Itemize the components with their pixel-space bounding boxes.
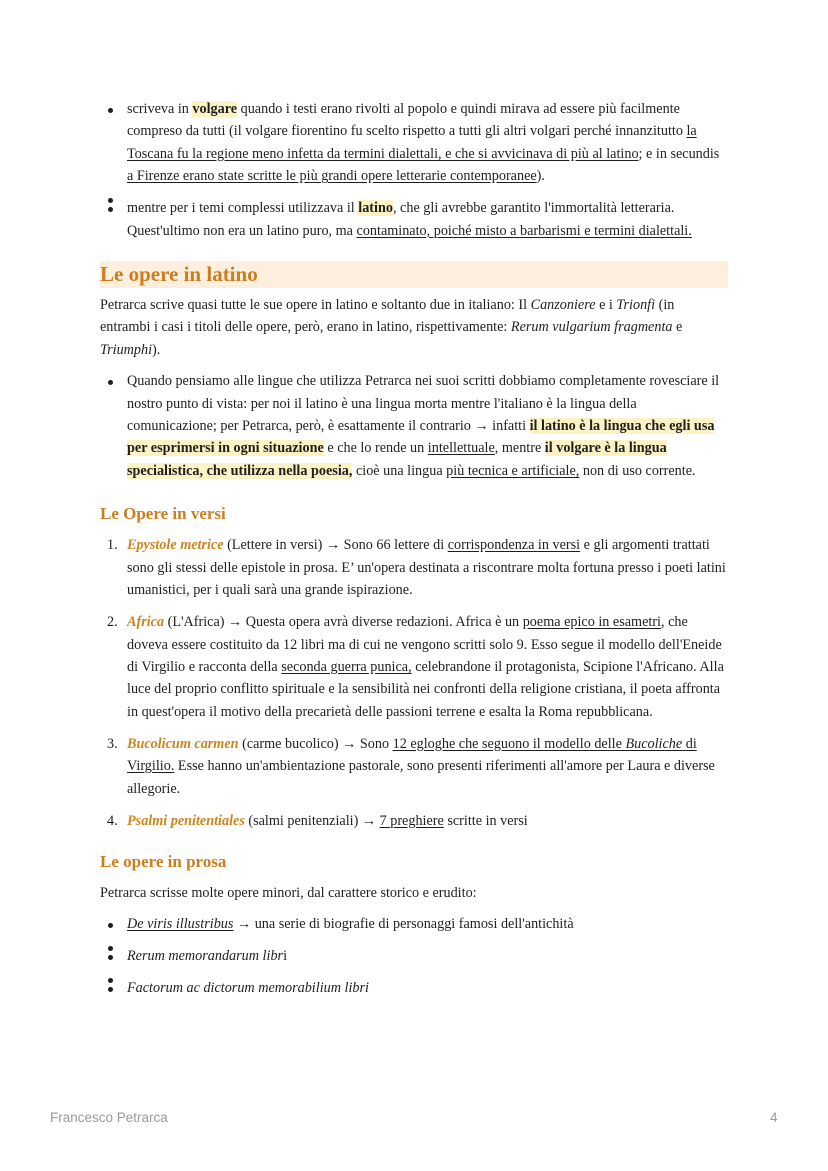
text: , che gli avrebbe garantito l'immortalità letteraria. Quest'ultimo non era un latino puro, ma	[127, 200, 675, 239]
text: e i	[595, 297, 617, 314]
italic-text: Rerum memorandarum libr	[127, 948, 284, 965]
list-item	[100, 611, 728, 723]
underlined-text: la Toscana fu la regione meno infetta da termini dialettali, e che si avvicinava di più al latino	[127, 123, 697, 162]
prosa-paragraph: Petrarca scrisse molte opere minori, dal carattere storico e erudito:	[100, 884, 477, 901]
underlined-text: a Firenze erano state scritte le più grandi opere letterarie contemporanee	[127, 168, 537, 185]
text: scriveva in	[127, 101, 193, 117]
list-item	[100, 810, 728, 832]
italic-text: Canzoniere	[530, 297, 596, 314]
list-item	[100, 913, 728, 935]
text: non di uso corrente.	[579, 462, 696, 479]
text: (L'Africa) → Questa opera avrà diverse redazioni. Africa è un	[164, 614, 523, 631]
underlined-text: contaminato, poiché misto a barbarismi e termini dialettali.	[356, 222, 692, 239]
italic-text: Rerum vulgarium fragmenta	[510, 319, 673, 336]
page-content	[100, 98, 728, 1000]
text: e che lo rende un	[323, 440, 428, 457]
page-number: 4	[770, 1110, 778, 1125]
latino-paragraph	[100, 294, 728, 361]
spacer	[100, 188, 728, 198]
intro-list	[100, 98, 728, 242]
list-item	[100, 534, 728, 601]
list-item	[100, 977, 728, 999]
italic-text: Factorum ac dictorum memorabilium libri	[127, 980, 369, 997]
text: mentre per i temi complessi utilizzava il	[127, 200, 359, 217]
underlined-text: intellettuale	[427, 440, 495, 457]
spacer	[100, 602, 728, 612]
text: celebrandone il protagonista, Scipione l'Africano. Alla luce del proprio conflitto spirituale e la sensibilità nei confronti della religione cristiana, il poeta affronta in quest'opera il motivo della precarietà delle passioni terrene e esalta la Roma repubblicana.	[127, 658, 724, 720]
text: , mentre	[494, 440, 545, 457]
text: e	[672, 319, 683, 336]
underlined-text: più tecnica e artificiale,	[446, 462, 580, 479]
section-heading-versi: Le Opere in versi	[100, 504, 226, 524]
text: , che doveva essere costituito da 12 libri ma di cui ne vengono scritti solo 9. Esso segue il modello dell'Eneide di Virgilio e racconta della	[127, 614, 722, 675]
item-number: 2.	[107, 614, 118, 631]
text: quando i testi erano rivolti al popolo e quindi mirava ad essere più facilmente compreso da tutti (il volgare fiorentino fu scelto rispetto a tutti gli altri volgari perché innanzitutto	[127, 101, 687, 140]
text: ).	[536, 168, 545, 185]
work-title: Bucolicum carmen	[127, 735, 239, 752]
underlined-text: poema epico in esametri	[522, 614, 661, 631]
text: Esse hanno un'ambientazione pastorale, sono presenti riferimenti all'amore per Laura e diverse allegorie.	[127, 758, 715, 797]
underlined-italic-text: De viris illustribus	[127, 916, 234, 933]
text: (Lettere in versi) → Sono 66 lettere di	[223, 537, 448, 554]
spacer	[100, 723, 728, 733]
list-item	[100, 98, 728, 188]
text: scritte in versi	[443, 812, 528, 829]
highlight: il volgare è la lingua specialistica, che utilizza nella poesia,	[127, 440, 667, 479]
footer-title: Francesco Petrarca	[50, 1110, 168, 1125]
list-item	[100, 945, 728, 967]
underlined-text: corrispondenza in versi	[447, 537, 581, 554]
prosa-list	[100, 913, 728, 999]
text: Petrarca scrive quasi tutte le sue opere in latino e soltanto due in italiano: Il	[100, 297, 531, 314]
text: e gli argomenti trattati sono gli stessi delle epistole in prosa. E’ un'opera destinata a riscontrare molta fortuna presso i poeti latini umanistici, per i quali sarà una grande ispirazione.	[127, 537, 726, 599]
section-heading-latino: Le opere in latino	[100, 261, 728, 288]
text: (salmi penitenziali) →	[244, 812, 380, 829]
text: ; e in secundis	[638, 145, 720, 162]
list-item	[100, 370, 728, 482]
list-item	[100, 197, 728, 242]
versi-list	[100, 534, 728, 832]
text: ).	[152, 341, 161, 358]
underlined-text: di Virgilio.	[127, 735, 697, 775]
text: → una serie di biografie di personaggi famosi dell'antichità	[233, 916, 574, 933]
highlight: latino	[358, 200, 393, 217]
work-title: Africa	[127, 614, 165, 631]
item-number: 1.	[107, 537, 118, 554]
item-number: 3.	[107, 735, 118, 752]
text: (carme bucolico) → Sono	[238, 735, 393, 752]
item-number: 4.	[107, 812, 118, 829]
spacer	[100, 968, 728, 978]
italic-text: Triumphi	[100, 341, 153, 358]
work-title: Epystole metrice	[127, 537, 224, 554]
highlight: volgare	[192, 101, 238, 117]
underlined-text: seconda guerra punica,	[281, 658, 412, 675]
work-title: Psalmi penitentiales	[127, 812, 245, 829]
underlined-text: 7 preghiere	[379, 812, 444, 829]
text: i	[283, 948, 288, 965]
section-heading-prosa: Le opere in prosa	[100, 851, 227, 871]
underlined-text: 12 egloghe che seguono il modello delle	[392, 735, 626, 752]
italic-text: Trionfi	[616, 297, 656, 314]
list-item	[100, 733, 728, 800]
text: (in entrambi i casi i titoli delle opere, però, erano in latino, rispettivamente:	[100, 297, 675, 336]
text: cioè una lingua	[352, 462, 447, 479]
underlined-italic-text: Bucoliche	[625, 735, 683, 752]
text: Quando pensiamo alle lingue che utilizza Petrarca nei suoi scritti dobbiamo completamente rovesciare il nostro punto di vista: per noi il latino è una lingua morta mentre l'italiano è la lingua della comunicazione; per Petrarca, però, è esattamente il contrario → infatti	[127, 373, 720, 435]
spacer	[100, 800, 728, 810]
highlight: il latino è la lingua che egli usa per esprimersi in ogni situazione	[127, 418, 715, 457]
spacer	[100, 936, 728, 946]
latino-list	[100, 370, 728, 482]
